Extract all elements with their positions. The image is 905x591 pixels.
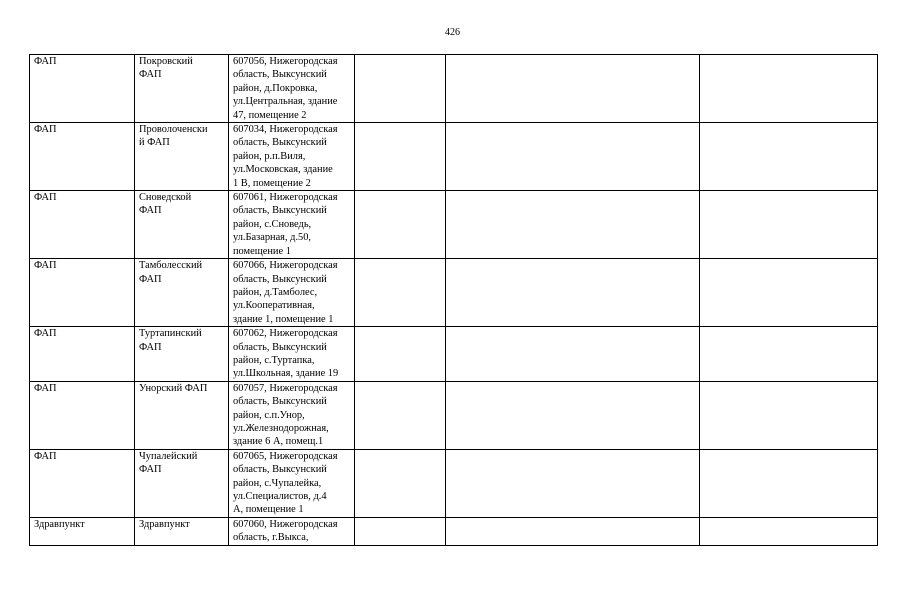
facility-address-line: А, помещение 1 <box>233 504 304 516</box>
table-row <box>30 327 878 382</box>
empty-cell <box>446 381 700 449</box>
facility-type: ФАП <box>34 56 57 67</box>
facility-address-line: 607056, Нижегородская <box>233 56 338 67</box>
facility-type: ФАП <box>34 192 57 204</box>
empty-cell <box>700 55 878 123</box>
empty-cell <box>355 449 446 517</box>
facility-address-line: область, Выксунский <box>233 137 327 149</box>
facility-name-cell <box>135 55 229 123</box>
empty-cell <box>700 449 878 517</box>
facility-name-line: ФАП <box>139 464 162 476</box>
facility-address-line: район, р.п.Виля, <box>233 150 306 162</box>
facility-address-cell <box>229 381 355 449</box>
empty-cell <box>700 327 878 382</box>
facility-name-cell <box>135 259 229 327</box>
empty-cell <box>355 381 446 449</box>
empty-cell <box>700 517 878 545</box>
empty-cell <box>446 327 700 382</box>
facility-type: ФАП <box>34 260 57 272</box>
facility-address-line: область, Выксунский <box>233 69 327 81</box>
facility-type-cell <box>30 55 135 123</box>
empty-cell <box>446 55 700 123</box>
facility-address-line: 607062, Нижегородская <box>233 328 338 340</box>
empty-cell <box>446 259 700 327</box>
facility-name-cell <box>135 381 229 449</box>
empty-cell <box>700 381 878 449</box>
empty-cell <box>700 259 878 327</box>
facility-type: ФАП <box>34 124 57 136</box>
facility-name-cell <box>135 449 229 517</box>
facility-type-cell <box>30 517 135 545</box>
facility-address-line: 607061, Нижегородская <box>233 192 338 204</box>
facility-address-line: 607057, Нижегородская <box>233 382 338 394</box>
facility-address-line: район, с.Туртапка, <box>233 354 315 366</box>
facility-name-line: Покровский <box>139 56 193 67</box>
empty-cell <box>355 259 446 327</box>
empty-cell <box>355 123 446 191</box>
empty-cell <box>355 327 446 382</box>
facility-name-line: ФАП <box>139 205 162 217</box>
table-row <box>30 449 878 517</box>
facility-address-line: ул.Кооперативная, <box>233 300 315 312</box>
facility-address-cell <box>229 517 355 545</box>
table-row <box>30 191 878 259</box>
facility-name-line: ФАП <box>139 69 162 81</box>
facility-address-line: район, с.Сноведь, <box>233 218 312 230</box>
facility-type: ФАП <box>34 450 57 462</box>
table-body <box>30 55 878 546</box>
facility-name-cell <box>135 327 229 382</box>
facility-name-line: ФАП <box>139 341 162 353</box>
facility-name-line: Унорский ФАП <box>139 382 208 394</box>
table-row <box>30 123 878 191</box>
facility-address-line: помещение 1 <box>233 245 291 257</box>
facility-address-line: район, д.Тамболес, <box>233 286 318 298</box>
facility-address-line: район, д.Покровка, <box>233 82 318 94</box>
facility-name-line: Здравпункт <box>139 518 190 530</box>
facility-type: ФАП <box>34 382 57 394</box>
facility-type: Здравпункт <box>34 518 85 530</box>
facilities-table <box>29 54 878 546</box>
facility-address-line: 1 В, помещение 2 <box>233 177 311 189</box>
empty-cell <box>446 123 700 191</box>
facility-name-line: ФАП <box>139 273 162 285</box>
facility-type-cell <box>30 191 135 259</box>
page-number: 426 <box>445 27 460 38</box>
empty-cell <box>355 55 446 123</box>
facility-address-cell <box>229 327 355 382</box>
facility-address-cell <box>229 191 355 259</box>
facility-address-line: область, Выксунский <box>233 396 327 408</box>
facility-name-cell <box>135 191 229 259</box>
empty-cell <box>446 449 700 517</box>
facility-address-cell <box>229 123 355 191</box>
facility-address-cell <box>229 55 355 123</box>
facility-name-line: й ФАП <box>139 137 170 149</box>
facility-type: ФАП <box>34 328 57 340</box>
facility-name-line: Сноведской <box>139 192 192 204</box>
facility-name-line: Туртапинский <box>139 328 202 340</box>
facility-type-cell <box>30 123 135 191</box>
facility-address-line: 607066, Нижегородская <box>233 260 338 272</box>
facility-address-line: область, Выксунский <box>233 273 327 285</box>
facility-address-line: 607060, Нижегородская <box>233 518 338 530</box>
facility-address-line: ул.Школьная, здание 19 <box>233 368 339 380</box>
facility-address-line: 47, помещение 2 <box>233 109 307 121</box>
empty-cell <box>355 191 446 259</box>
empty-cell <box>355 517 446 545</box>
facility-address-line: область, Выксунский <box>233 341 327 353</box>
facility-address-line: район, с.Чупалейка, <box>233 477 322 489</box>
table-row <box>30 517 878 545</box>
empty-cell <box>446 191 700 259</box>
table-row <box>30 259 878 327</box>
facility-name-cell <box>135 517 229 545</box>
table-row <box>30 55 878 123</box>
facility-address-line: ул.Центральная, здание <box>233 96 338 108</box>
facility-type-cell <box>30 449 135 517</box>
facility-address-line: здание 6 А, помещ.1 <box>233 436 324 448</box>
facility-address-line: ул.Базарная, д.50, <box>233 232 312 244</box>
empty-cell <box>700 191 878 259</box>
facility-address-line: область, г.Выкса, <box>233 532 309 544</box>
facility-address-line: область, Выксунский <box>233 464 327 476</box>
facility-address-line: ул.Специалистов, д.4 <box>233 491 327 502</box>
facility-type-cell <box>30 327 135 382</box>
facility-name-cell <box>135 123 229 191</box>
facility-name-line: Чупалейский <box>139 450 198 462</box>
facility-name-line: Проволоченски <box>139 124 208 136</box>
table-row <box>30 381 878 449</box>
empty-cell <box>700 123 878 191</box>
facility-type-cell <box>30 259 135 327</box>
facility-address-line: область, Выксунский <box>233 205 327 217</box>
facility-type-cell <box>30 381 135 449</box>
facility-address-line: 607034, Нижегородская <box>233 124 338 136</box>
facility-address-line: ул.Московская, здание <box>233 164 333 176</box>
facility-address-line: 607065, Нижегородская <box>233 450 338 462</box>
empty-cell <box>446 517 700 545</box>
facility-address-line: ул.Железнодорожная, <box>233 422 329 434</box>
facility-address-line: здание 1, помещение 1 <box>233 313 334 325</box>
facility-name-line: Тамболесский <box>139 260 203 272</box>
facility-address-cell <box>229 449 355 517</box>
facility-address-line: район, с.п.Унор, <box>233 409 305 421</box>
facility-address-cell <box>229 259 355 327</box>
